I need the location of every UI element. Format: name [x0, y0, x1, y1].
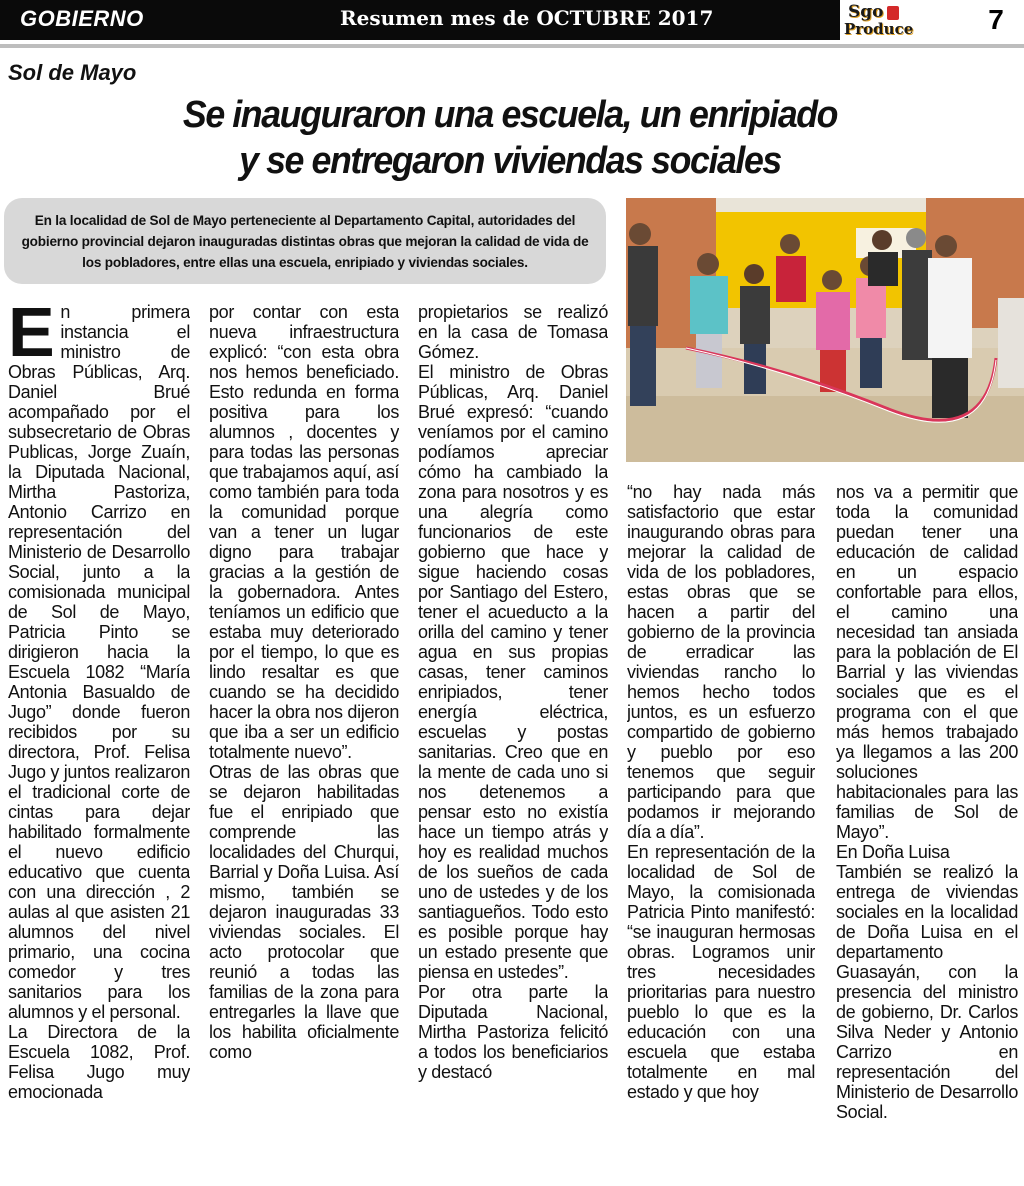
- body-paragraph: El ministro de Obras Públicas, Arq. Daniel Brué expresó: “cuando veníamos por el camino podíamos apreciar cómo ha cambiado la zona para nosotros y es una alegría como funcionarios de este gobierno que hace y sigue haciendo cosas por Santiago del Estero, tener el acueducto a la orilla del camino y tener agua en sus propias casas, tener caminos enripiados, tener energía eléctrica, escuelas y postas sanitarias. Creo que en la mente de cada uno si nos detenemos a pensar esto no existía hace un tiempo atrás y hoy es realidad muchos de los sueños de cada uno de ustedes y de los santiagueños. Todo esto es posible porque hay un estado presente que piensa en ustedes”.: [418, 362, 608, 982]
- body-column-3: [418, 302, 608, 1184]
- logo-top-text: Sgo: [848, 2, 899, 22]
- body-paragraph: nos va a permitir que toda la comunidad puedan tener una educación de calidad en un espacio confortable para ellos, el camino una necesidad tan ansiada para la población de El Barrial y las viviendas sociales que es el programa con el que más hemos trabajado ya llegamos a las 200 soluciones habitacionales para las familias de Sol de Mayo”.: [836, 482, 1018, 842]
- issue-label: Resumen mes de OCTUBRE 2017: [340, 6, 714, 30]
- drop-cap: E: [8, 302, 55, 371]
- logo-accent-icon: [887, 6, 899, 20]
- body-column-1: [8, 302, 190, 1184]
- body-paragraph: La Directora de la Escuela 1082, Prof. Felisa Jugo muy emocionada: [8, 1022, 190, 1102]
- subheading: En Doña Luisa: [836, 842, 950, 862]
- header-rule: [0, 44, 1024, 48]
- page-number: 7: [968, 0, 1024, 40]
- body-paragraph: Otras de las obras que se dejaron habilitadas fue el enripiado que comprende las localidades del Churqui, Barrial y Doña Luisa. Así mismo, también se dejaron inauguradas 33 viviendas sociales. El acto protocolar que reunió a todas las familias de la zona para entregarles la llave que los habilita oficialmente como: [209, 762, 399, 1062]
- article-summary: En la localidad de Sol de Mayo perteneciente al Departamento Capital, autoridades del gobierno provincial dejaron inauguradas distintas obras que mejoran la calidad de vida de los pobladores, entre ellas una escuela, enripiado y viviendas sociales.: [4, 198, 606, 284]
- logo-bottom-text: Produce: [844, 20, 914, 38]
- body-column-2: [209, 302, 399, 1184]
- headline-line-2: y se entregaron viviendas sociales: [239, 140, 781, 182]
- article-photo: [626, 198, 1024, 462]
- body-paragraph: n primera instancia el ministro de Obras Públicas, Arq. Daniel Brué acompañado por el subsecretario de Obras Publicas, Jorge Zuaín, la Diputada Nacional, Mirtha Pastoriza, Antonio Carrizo en representación del Ministerio de Desarrollo Social, junto a la comisionada municipal de Sol de Mayo, Patricia Pinto se dirigieron hacia la Escuela 1082 “María Antonia Basualdo de Jugo” donde fueron recibidos por su directora, Prof. Felisa Jugo y juntos realizaron el tradicional corte de cintas para dejar habilitado formalmente el nuevo edificio educativo que cuenta con una dirección , 2 aulas al que asisten 21 alumnos del nivel primario, una cocina comedor y tres sanitarios para los alumnos y el personal.: [8, 302, 190, 1022]
- body-paragraph: “no hay nada más satisfactorio que estar inaugurando obras para mejorar la calidad de vida de los pobladores, estas obras que se hacen a partir del gobierno de la provincia de erradicar las viviendas rancho lo hemos hecho todos juntos, es un esfuerzo compartido de gobierno y pueblo por eso tenemos que seguir participando para que podamos ir mejorando día a día”.: [627, 482, 815, 842]
- body-column-5: [836, 482, 1018, 1184]
- body-paragraph: En representación de la localidad de Sol de Mayo, la comisionada Patricia Pinto manifestó: “se inauguran hermosas obras. Logramos unir tres necesidades prioritarias para nuestro pueblo lo que es la educación con una escuela que estaba totalmente en mal estado y que hoy: [627, 842, 815, 1102]
- article-kicker: Sol de Mayo: [8, 60, 137, 85]
- body-paragraph: por contar con esta nueva infraestructura explicó: “con esta obra nos hemos beneficiado. Esto redunda en forma positiva para los alumnos , docentes y para todas las personas que trabajamos aquí, así como también para toda la comunidad porque van a tener un lugar digno para trabajar gracias a la gestión de la gobernadora. Antes teníamos un edificio que estaba muy deteriorado por el tiempo, lo que es lindo resaltar es que cuando se ha decidido hacer la obra nos dijeron que iba a ser un edificio totalmente nuevo”.: [209, 302, 399, 762]
- publication-logo: [840, 0, 968, 40]
- headline-line-1: Se inauguraron una escuela, un enripiado: [182, 94, 838, 136]
- body-paragraph: propietarios se realizó en la casa de Tomasa Gómez.: [418, 302, 608, 362]
- body-paragraph: Por otra parte la Diputada Nacional, Mirtha Pastoriza felicitó a todos los beneficiarios y destacó: [418, 982, 608, 1082]
- body-paragraph: También se realizó la entrega de viviendas sociales en la localidad de Doña Luisa en el departamento Guasayán, con la presencia del ministro de gobierno, Dr. Carlos Silva Neder y Antonio Carrizo en representación del Ministerio de Desarrollo Social.: [836, 862, 1018, 1122]
- body-column-4: [627, 482, 815, 1184]
- section-label: GOBIERNO: [20, 6, 144, 31]
- top-bar: [0, 0, 1024, 40]
- article-headline: [172, 92, 849, 184]
